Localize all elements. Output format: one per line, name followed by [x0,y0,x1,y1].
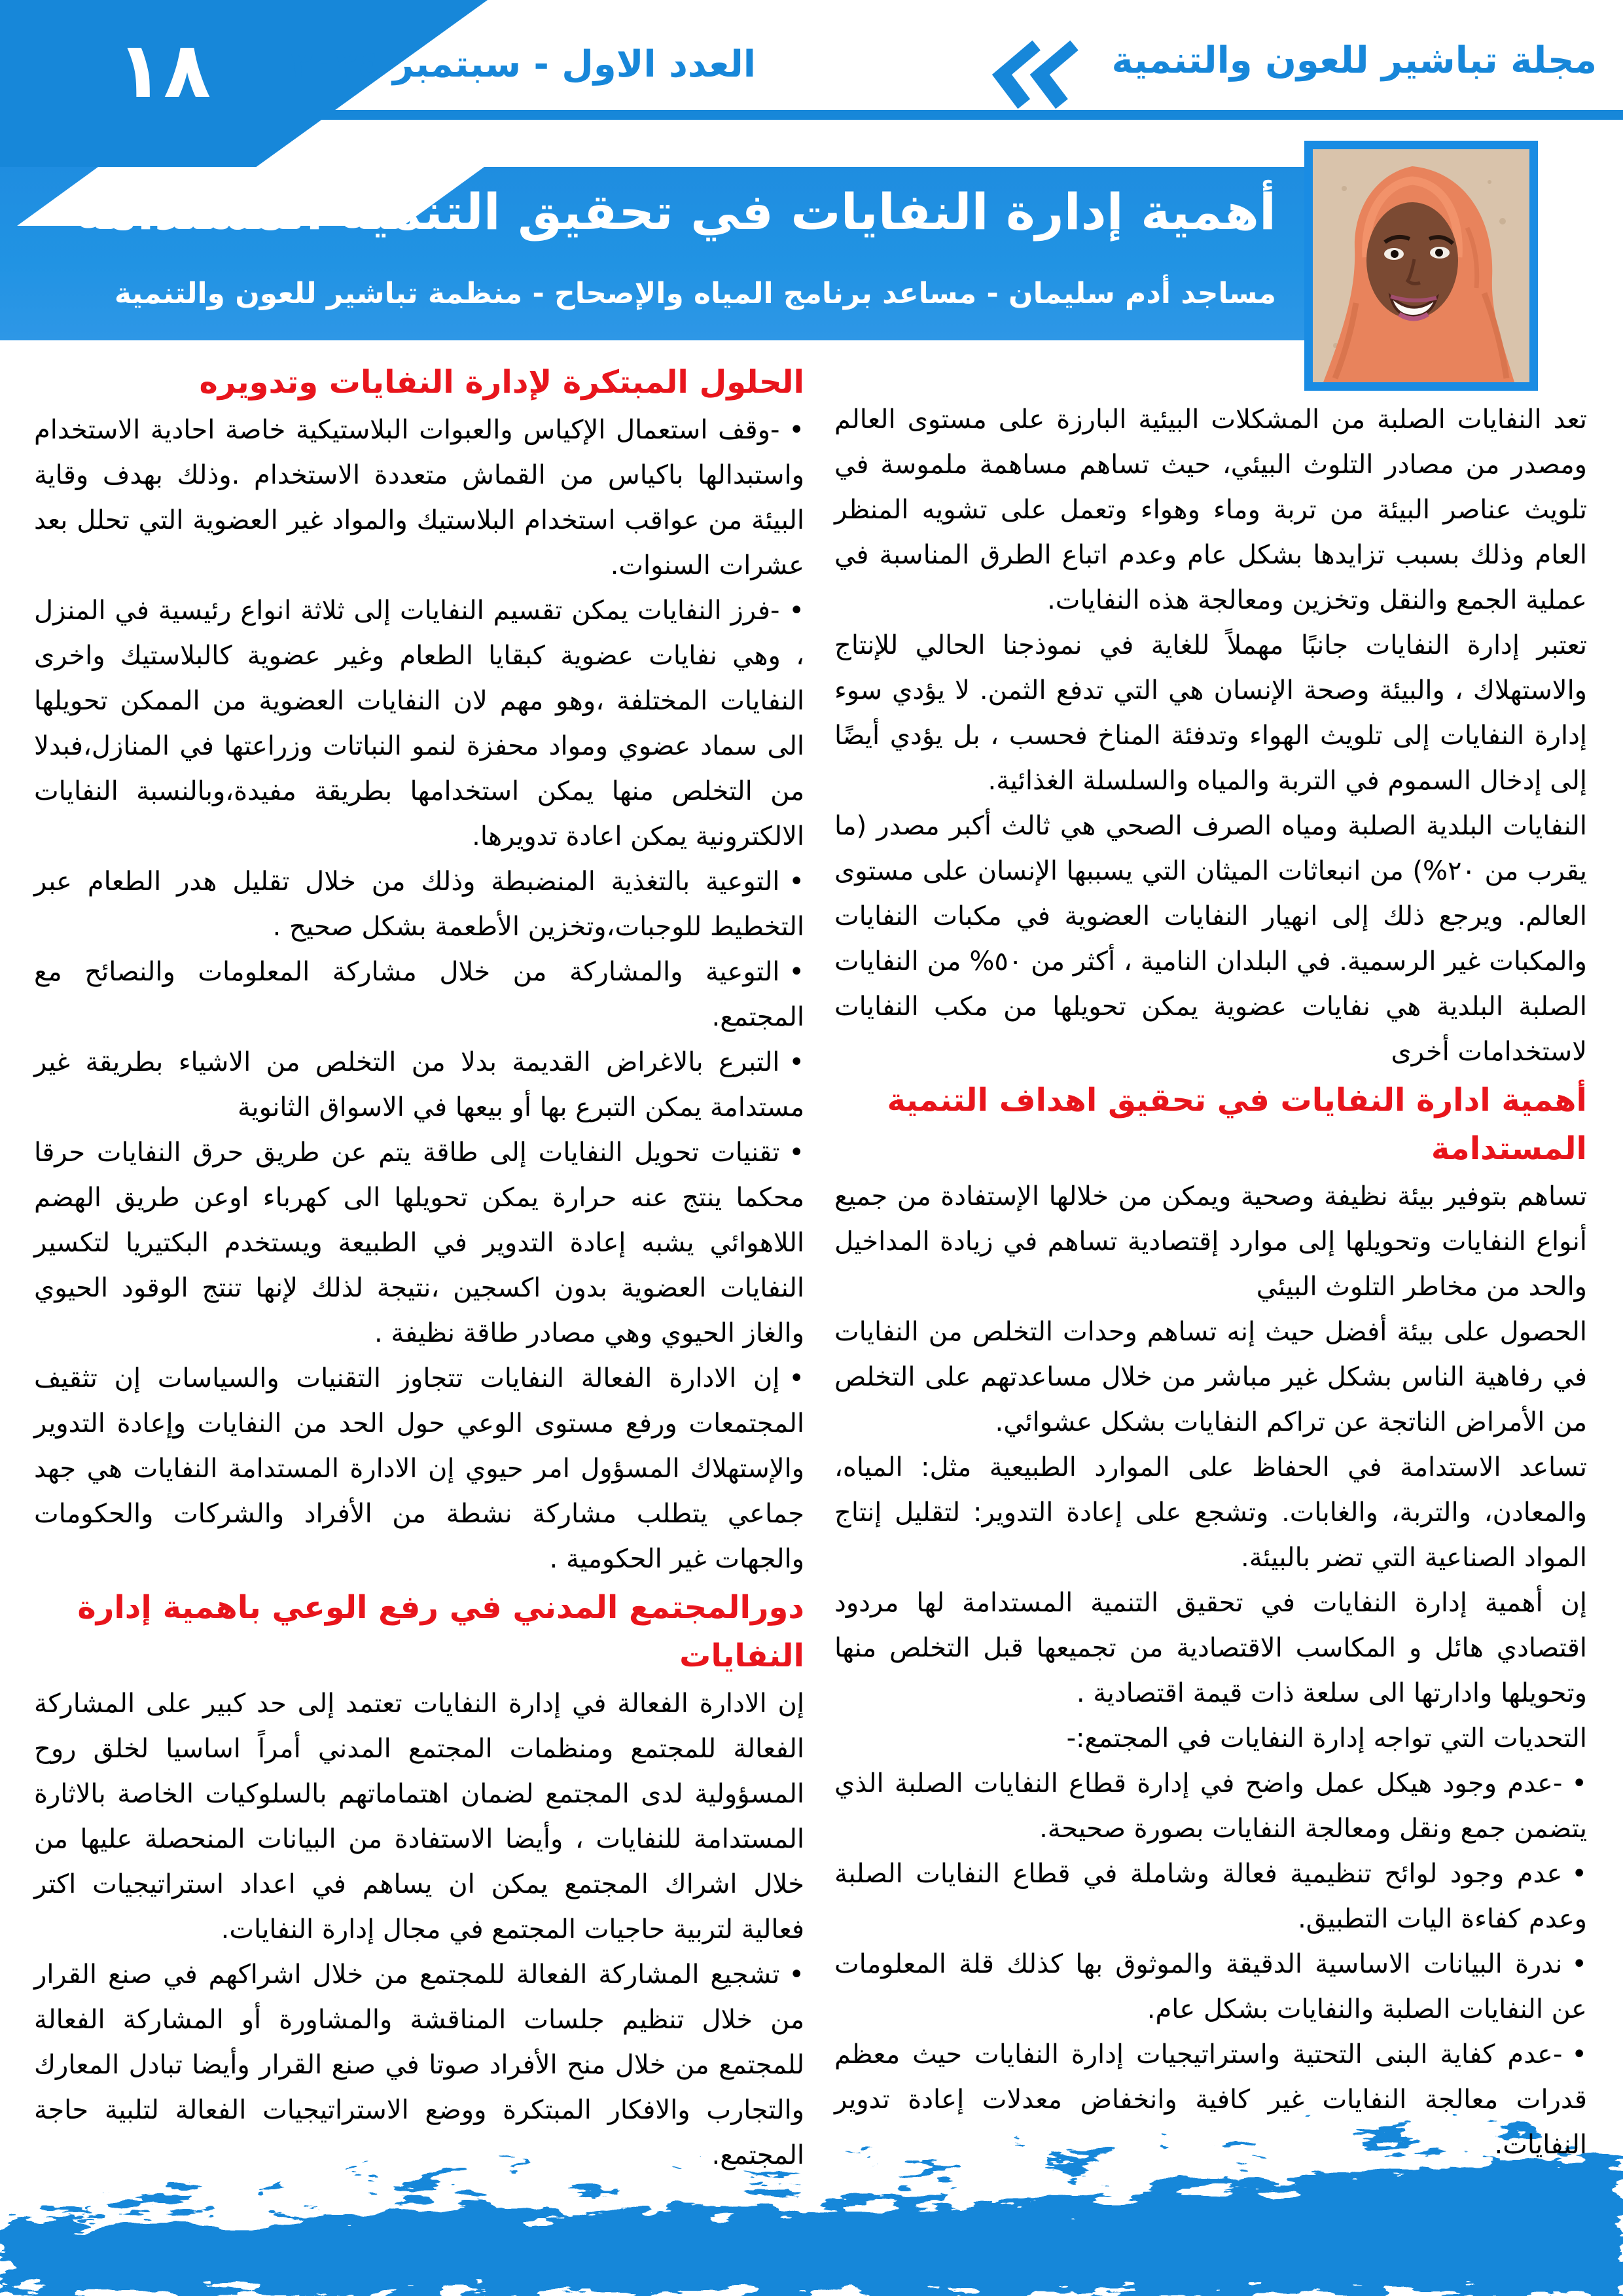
author-portrait-woman-orange-hijab-icon [1313,149,1529,382]
bullet-icon: • [789,1047,804,1077]
magazine-title: مجلة تباشير للعون والتنمية [1111,39,1597,82]
bullet-icon: • [789,1363,804,1393]
section-heading: الحلول المبتكرة لإدارة النفايات وتدويره [199,364,804,401]
list-item [34,950,804,1040]
article-body [34,357,1587,2178]
bullet-icon: • [1571,2039,1587,2070]
list-item-text: -عدم وجود هيكل عمل واضح في إدارة قطاع النفايات الصلبة الذي يتضمن جمع ونقل ومعالجة النفايات بصورة صحيحة. [834,1768,1587,1844]
paragraph: تعتبر إدارة النفايات جانبًا مهملاً للغاية في نموذجنا الحالي للإنتاج والاستهلاك ، والبيئة وصحة الإنسان هي التي تدفع الثمن. لا يؤدي سوء إدارة النفايات إلى تلويث الهواء وتدفئة المناخ فحسب ، بل يؤدي أيضًا إلى إدخال السموم في التربة والمياه والسلسلة الغذائية. [834,630,1587,796]
issue-label: العدد الاول - سبتمبر ٢٠٢٤ [290,43,756,86]
list-item-text: -وقف استعمال الإكياس والعبوات البلاستيكية خاصة احادية الاستخدام واستبدالها باكياس من القماش متعددة الاستخدام .وذلك بهدف وقاية البيئة من عواقب استخدام البلاستيك والمواد غير العضوية التي تحلل بعد عشرات السنوات. [34,415,804,581]
list-item [34,1952,804,2178]
paragraph: تساهم بتوفير بيئة نظيفة وصحية ويمكن من خلالها الإستفادة من جميع أنواع النفايات وتحويلها إلى موارد إقتصادية تساهم في زيادة المداخيل والحد من مخاطر التلوث البيئي [834,1181,1587,1302]
paragraph: التحديات التي تواجه إدارة النفايات في المجتمع:- [1066,1723,1587,1753]
column-left [34,357,804,2178]
bullet-icon: • [1571,1768,1587,1799]
list-item [834,1942,1587,2032]
paragraph: النفايات البلدية الصلبة ومياه الصرف الصحي هي ثالث أكبر مصدر (ما يقرب من ٢٠%) من انبعاثات الميثان التي يسببها الإنسان على مستوى العالم. ويرجع ذلك إلى انهيار النفايات العضوية في مكبات النفايات والمكبات غير الرسمية. في البلدان النامية ، أكثر من ٥٠% من النفايات الصلبة البلدية هي نفايات عضوية يمكن تحويلها من مكب النفايات لاستخدامات أخرى [834,811,1587,1067]
list-item-text: التبرع بالاغراض القديمة بدلا من التخلص من الاشياء بطريقة غير مستدامة يمكن التبرع بها أو بيعها في الاسواق الثانوية [34,1047,804,1122]
bullet-icon: • [789,415,804,445]
list-item-text: ندرة البيانات الاساسية الدقيقة والموثوق بها كذلك قلة المعلومات عن النفايات الصلبة والنفايات بشكل عام. [834,1949,1587,2024]
list-item [34,859,804,950]
list-item [34,1356,804,1582]
paragraph: الحصول على بيئة أفضل حيث إنه تساهم وحدات التخلص من النفايات في رفاهية الناس بشكل غير مباشر من خلال مساعدتهم على التخلص من الأمراض الناتجة عن تراكم النفايات بشكل عشوائي. [834,1317,1587,1437]
bullet-icon: • [1571,1949,1587,1979]
list-item [834,1852,1587,1942]
bullet-icon: • [1571,1859,1587,1889]
double-chevron-left-icon [976,41,1091,109]
list-item-text: تقنيات تحويل النفايات إلى طاقة يتم عن طريق حرق النفايات حرقا محكما ينتج عنه حرارة يمكن تحويلها الى كهرباء اوعن طريق الهضم اللاهوائي يشبه إعادة التدوير في الطبيعة ويستخدم البكتيريا لتكسير النفايات العضوية بدون اكسجين ،نتيجة لذلك لإنها تنتج الوقود الحيوي والغاز الحيوي وهي مصادر طاقة نظيفة . [34,1138,804,1348]
section-heading: أهمية ادارة النفايات في تحقيق اهداف التنمية المستدامة [887,1082,1587,1167]
list-item [34,1130,804,1356]
list-item-text: -عدم كفاية البنى التحتية واستراتيجيات إدارة النفايات حيث معظم قدرات معالجة النفايات غير كافية وانخفاض معدلات إعادة تدوير النفايات. [834,2039,1587,2160]
list-item-text: التوعية بالتغذية المنضبطة وذلك من خلال تقليل هدر الطعام عبر التخطيط للوجبات،وتخزين الأطعمة بشكل صحيح . [34,867,804,942]
bullet-icon: • [789,596,804,626]
paragraph: تعد النفايات الصلبة من المشكلات البيئية البارزة على مستوى العالم ومصدر من مصادر التلوث البيئي، حيث تساهم مساهمة ملموسة في تلويث عناصر البيئة من تربة وماء وهواء وتعمل على تشويه المنظر العام وذلك بسبب تزايدها بشكل عام وعدم اتباع الطرق المناسبة في عملية الجمع والنقل وتخزين ومعالجة هذه النفايات. [834,404,1587,615]
list-item [834,1761,1587,1852]
list-item-text: عدم وجود لوائح تنظيمية فعالة وشاملة في قطاع النفايات الصلبة وعدم كفاءة اليات التطبيق. [834,1859,1587,1934]
bullet-icon: • [789,867,804,897]
list-item [34,588,804,859]
list-item-text: التوعية والمشاركة من خلال مشاركة المعلومات والنصائح مع المجتمع. [34,957,804,1032]
bullet-icon: • [789,957,804,987]
paragraph: تساعد الاستدامة في الحفاظ على الموارد الطبيعية مثل: المياه، والمعادن، والتربة، والغابات. وتشجع على إعادة التدوير: لتقليل إنتاج المواد الصناعية التي تضر بالبيئة. [834,1452,1587,1573]
paragraph: إن أهمية إدارة النفايات في تحقيق التنمية المستدامة لها مردود اقتصادي هائل و المكاسب الاقتصادية من تجميعها قبل التخلص منها وتحويلها وادارتها الى سلعة ذات قيمة اقتصادية . [834,1588,1587,1708]
article-title: أهمية إدارة النفايات في تحقيق التنمية المستدامة [76,183,1276,241]
article-byline: مساجد أدم سليمان - مساعد برنامج المياه والإصحاح - منظمة تباشير للعون والتنمية [114,277,1276,310]
author-photo [1304,141,1538,391]
list-item-text: -فرز النفايات يمكن تقسيم النفايات إلى ثلاثة انواع رئيسية في المنزل ، وهي نفايات عضوية كبقايا الطعام وغير عضوية كالبلاستيك واخرى النفايات المختلفة ،وهو مهم لان النفايات العضوية من الممكن تحويلها الى سماد عضوي ومواد محفزة لنمو النباتات وزراعتها في المنازل،فبدلا من التخلص منها يمكن استخدامها بطريقة مفيدة،وبالنسبة النفايات الالكترونية يمكن اعادة تدويرها. [34,596,804,852]
paragraph: إن الادارة الفعالة في إدارة النفايات تعتمد إلى حد كبير على المشاركة الفعالة للمجتمع ومنظمات المجتمع المدني أمراً اساسيا لخلق روح المسؤولية لدى المجتمع لضمان اهتماماتهم بالسلوكيات الخاصة بالاثارة المستدامة للنفايات ، وأيضا الاستفادة من البيانات المنحصلة عليها من خلال اشراك المجتمع يمكن ان يساهم في اعداد استراتيجيات اكتر فعالية لتربية حاجيات المجتمع في مجال إدارة النفايات. [34,1689,804,1945]
section-heading: دورالمجتمع المدني في رفع الوعي باهمية إدارة النفايات [77,1589,804,1674]
header-rule [321,110,1623,120]
list-item [834,2032,1587,2168]
column-right [834,397,1587,2178]
list-item [34,408,804,588]
bullet-icon: • [789,1138,804,1168]
list-item-text: تشجيع المشاركة الفعالة للمجتمع من خلال اشراكهم في صنع القرار من خلال تنظيم جلسات المناقشة والمشاورة أو المشاركة الفعالة للمجتمع من خلال منح الأفراد صوتا في صنع القرار وأيضا تبادل المعارك والتجارب والافكار المبتكرة ووضع الاستراتيجيات الفعالة لتلبية حاجة المجتمع. [34,1960,804,2170]
bullet-icon: • [789,1960,804,1990]
list-item-text: إن الادارة الفعالة النفايات تتجاوز التقنيات والسياسات إن تثقيف المجتمعات ورفع مستوى الوعي حول الحد من النفايات وإعادة التدوير والإستهلاك المسؤول امر حيوي إن الادارة المستدامة النفايات هي جهد جماعي يتطلب مشاركة نشطة من الأفراد والشركات والحكومات والجهات غير الحكومية . [34,1363,804,1574]
list-item [34,1040,804,1130]
article-title-band [0,167,1317,340]
page-number: ١٨ [116,25,211,115]
